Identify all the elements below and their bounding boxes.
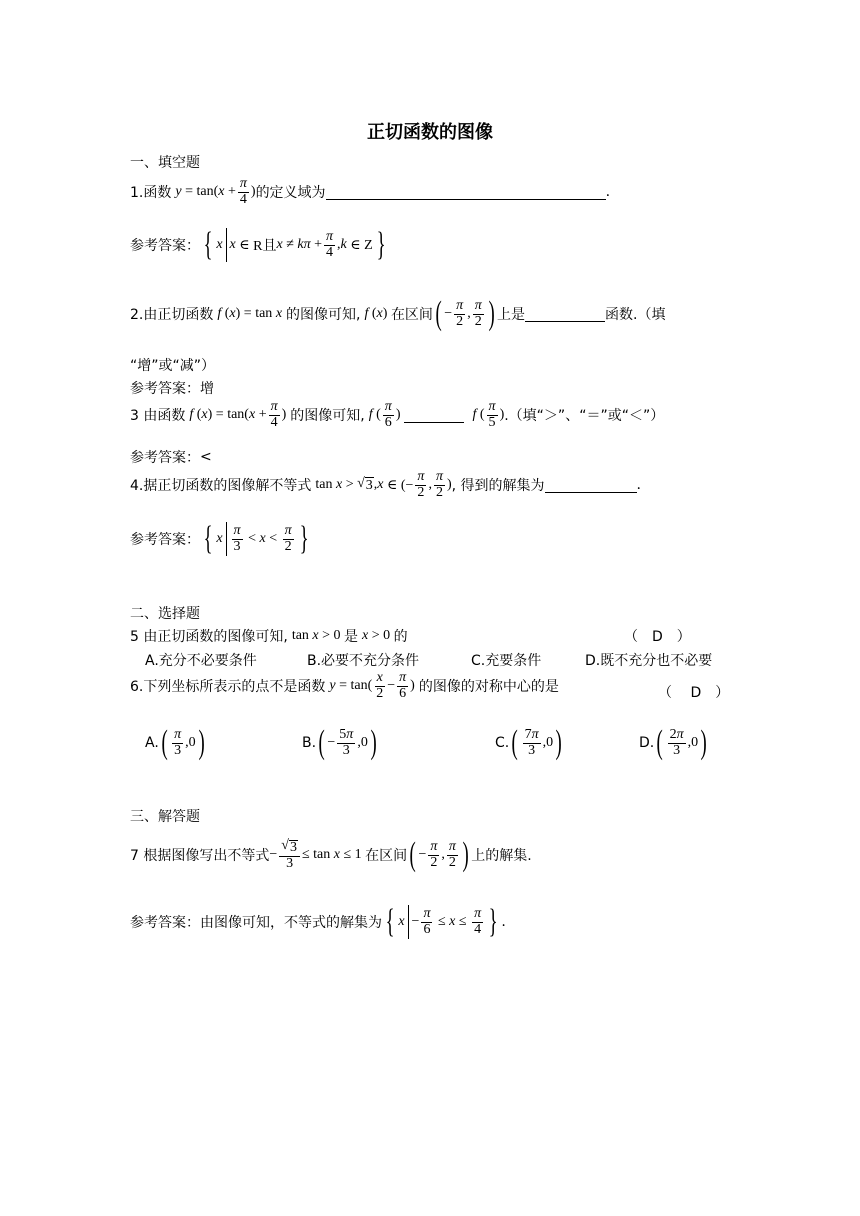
q2-suffix2: 函数.（填 xyxy=(605,307,666,323)
q1-answer-blank xyxy=(326,185,606,200)
q3-suffix: .（填“＞”、“＝”或“＜”） xyxy=(504,408,665,425)
q6-option-b: B. ( − $\frac{5\pi}{3}$ ,0 ) xyxy=(302,724,377,761)
q3-answer-blank xyxy=(404,408,464,423)
q2-answer-blank xyxy=(525,307,605,322)
q1-prefix: 1.函数 xyxy=(130,185,172,202)
q4-prefix: 4.据正切函数的图像解不等式 xyxy=(130,478,312,495)
q5-suffix: 的 xyxy=(393,629,408,645)
q2-line2: “增”或“减”） xyxy=(130,358,216,374)
q5-mid: 是 xyxy=(344,629,359,645)
question-1: 1.函数 y = tan( x + $\frac{\pi}{4}$ ) 的定义域为 . xyxy=(130,176,611,207)
q6-option-a: A. ( $\frac{\pi}{3}$ ,0 ) xyxy=(145,724,205,761)
q2-mid2: 在区间 xyxy=(390,307,433,323)
q5-option-c: C.充要条件 xyxy=(471,653,542,669)
a2-label: 参考答案： xyxy=(130,381,200,397)
answer-4: 参考答案： { x $\frac{\pi}{3}$ < x < $\frac{\pi}{2}$ } xyxy=(130,520,309,557)
q3-prefix: 3 由函数 xyxy=(130,408,186,425)
q6-prefix: 6.下列坐标所表示的点不是函数 xyxy=(130,679,326,696)
a1-set-text: R且 xyxy=(253,239,277,254)
q7-suffix: 上的解集. xyxy=(471,848,532,864)
q2-mid: 的图像可知, xyxy=(286,307,361,323)
answer-7: 参考答案：由图像可知，不等式的解集为 { x − $\frac{\pi}{6}$ ≤ x ≤ $\frac{\pi}{4}$ } . xyxy=(130,903,506,940)
q6-option-d-label: D. xyxy=(639,735,655,751)
q6-option-a-label: A. xyxy=(145,735,159,751)
q3-mid: 的图像可知, xyxy=(290,408,365,425)
q5-option-b: B.必要不充分条件 xyxy=(307,653,420,669)
a3-value: < xyxy=(200,449,212,465)
answer-1: 参考答案： { x x ∈ R且 x ≠ kπ + $\frac{\pi}{4}$ , k ∈ Z } xyxy=(130,226,386,263)
q5-prefix: 5 由正切函数的图像可知, xyxy=(130,629,288,645)
section-heading-multiple-choice: 二、选择题 xyxy=(130,606,200,622)
answer-3 xyxy=(130,447,212,467)
q5-option-d: D.既不充分也不必要 xyxy=(585,653,713,669)
a7-end: . xyxy=(501,914,506,930)
a4-label: 参考答案： xyxy=(130,532,200,548)
q2-suffix: 上是 xyxy=(497,307,526,323)
q1-end: . xyxy=(605,184,611,201)
section-heading-solution: 三、解答题 xyxy=(130,809,200,825)
a7-label: 参考答案：由图像可知，不等式的解集为 xyxy=(130,915,382,931)
question-4: 4.据正切函数的图像解不等式 tan x > √ 3 , x ∈ (− $\frac{\pi}{2}$ , $\frac{\pi}{2}$ ) , 得到的解集为 . xyxy=(130,469,641,500)
q6-option-d: D. ( $\frac{2\pi}{3}$ ,0 ) xyxy=(639,724,707,761)
page-title: 正切函数的图像 xyxy=(367,122,493,143)
q6-suffix: 的图像的对称中心的是 xyxy=(418,679,559,696)
question-2: 2.由正切函数 f ( x ) = tan x 的图像可知, f ( x ) 在区间 ( − $\frac{\pi}{2}$ , $\frac{\pi}{2}$ ) 上是 函数.（填 xyxy=(130,295,666,332)
question-3: 3 由函数 f ( x ) = tan( x + $\frac{\pi}{4}$ ) 的图像可知, f ( $\frac{\pi}{6}$ ) f ( $\frac{\pi}{5}$ ) .（填“＞”、“＝”或“＜”） xyxy=(130,399,665,430)
section-heading-fill-blank: 一、填空题 xyxy=(130,155,200,171)
question-6: 6.下列坐标所表示的点不是函数 y = tan( $\frac{x}{2}$ − $\frac{\pi}{6}$ ) 的图像的对称中心的是 xyxy=(130,670,559,701)
q7-mid: 在区间 xyxy=(365,848,408,864)
q7-prefix: 7 根据图像写出不等式 xyxy=(130,848,270,864)
q6-option-c: C. ( $\frac{7\pi}{3}$ ,0 ) xyxy=(495,724,562,761)
q4-end: . xyxy=(636,477,641,494)
q4-suffix: , 得到的解集为 xyxy=(451,478,545,495)
q5-answer: （ D ） xyxy=(624,629,691,645)
q5-option-a: A.充分不必要条件 xyxy=(145,653,257,669)
a1-label: 参考答案： xyxy=(130,238,200,254)
q2-prefix: 2.由正切函数 xyxy=(130,307,214,323)
q4-answer-blank xyxy=(545,478,637,493)
a3-label: 参考答案： xyxy=(130,450,200,466)
q6-option-b-label: B. xyxy=(302,735,317,751)
q1-suffix: 的定义域为 xyxy=(255,185,326,202)
q6-answer: （ D ） xyxy=(658,685,730,701)
question-5: 5 由正切函数的图像可知, tan x > 0 是 x > 0 的 xyxy=(130,628,408,645)
a2-value: 增 xyxy=(200,381,214,397)
answer-2 xyxy=(130,378,214,398)
q6-option-c-label: C. xyxy=(495,735,510,751)
question-7: 7 根据图像写出不等式 − √ 3 3 ≤ tan x ≤ 1 在区间 ( − $\frac{\pi}{2}$ , $\frac{\pi}{2}$ ) 上的解集. xyxy=(130,836,532,873)
